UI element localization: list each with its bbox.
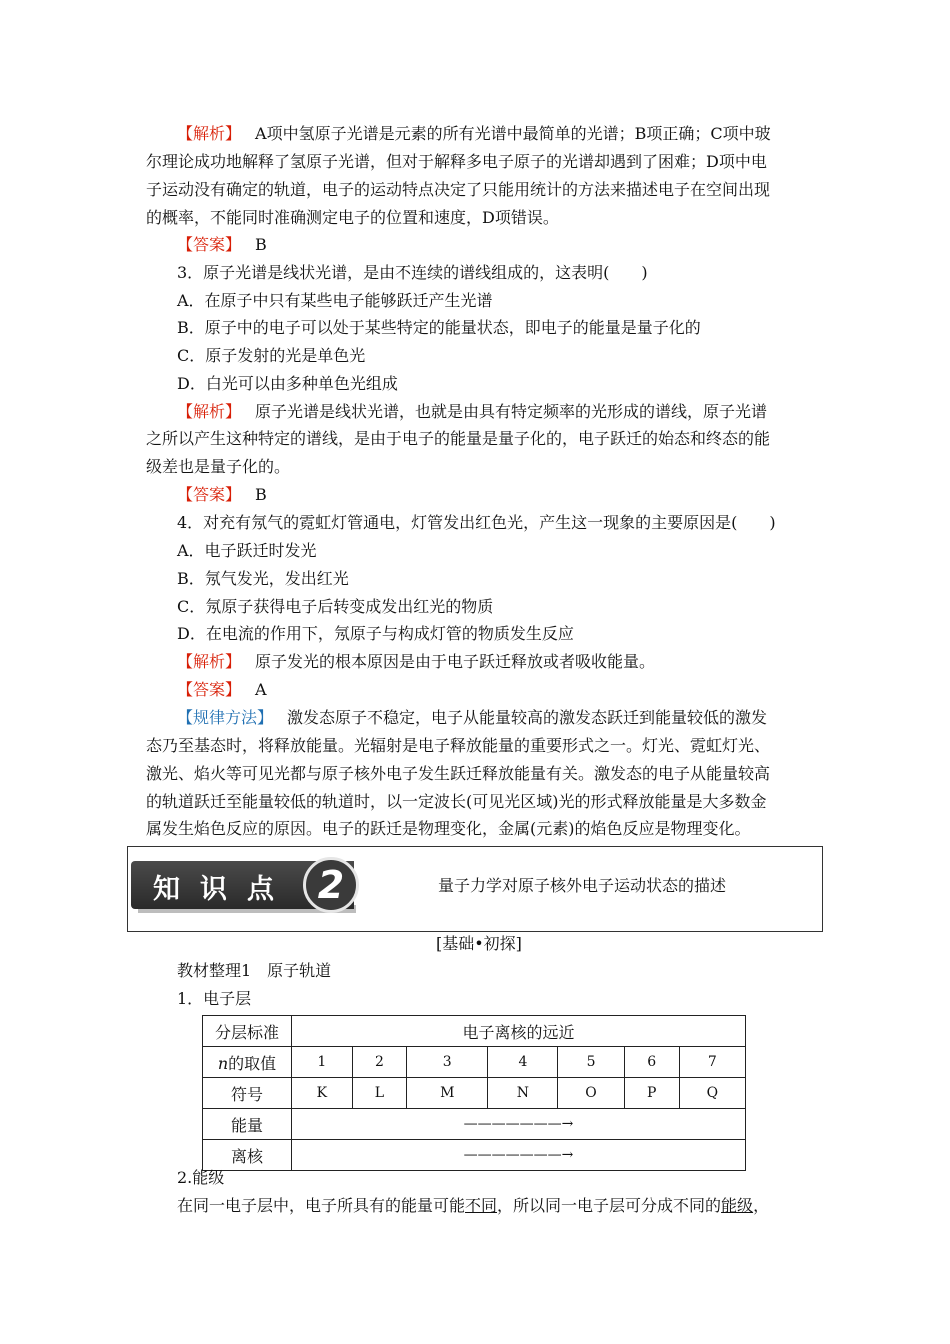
badge-number-icon: 2 <box>303 857 359 913</box>
analysis-text: 原子光谱是线状光谱，也就是由具有特定频率的光形成的谱线，原子光谱 <box>255 402 768 421</box>
text-span: ，所以同一电子层可分成不同的 <box>497 1196 722 1215</box>
analysis-tag: 【解析】 <box>177 402 242 421</box>
analysis-text: A项中氢原子光谱是元素的所有光谱中最简单的光谱；B项正确；C项中玻 <box>255 124 771 143</box>
method-line: 态乃至基态时，将释放能量。光辐射是电子释放能量的重要形式之一。灯光、霓虹灯光、 <box>146 736 771 755</box>
question-option: D．在电流的作用下，氖原子与构成灯管的物质发生反应 <box>177 624 574 643</box>
method-line: 激光、焰火等可见光都与原子核外电子发生跃迁释放能量有关。激发态的电子从能量较高 <box>146 764 771 783</box>
knowledge-point-title: 量子力学对原子核外电子运动状态的描述 <box>438 876 727 895</box>
analysis-tag: 【解析】 <box>177 124 242 143</box>
knowledge-point-box <box>127 846 823 932</box>
analysis-line <box>177 402 767 422</box>
question-option: C．原子发射的光是单色光 <box>177 346 366 365</box>
table-cell: M <box>407 1078 488 1109</box>
analysis-text: 原子发光的根本原因是由于电子跃迁释放或者吸收能量。 <box>255 652 656 671</box>
analysis-line <box>177 652 655 672</box>
table-cell: 2 <box>352 1047 406 1078</box>
table-cell: 4 <box>488 1047 558 1078</box>
table-row <box>203 1109 746 1140</box>
table-row <box>203 1078 746 1109</box>
answer-line <box>177 680 267 700</box>
table-cell: Q <box>679 1078 745 1109</box>
table-row <box>203 1016 746 1047</box>
analysis-line: 的概率，不能同时准确测定电子的位置和速度，D项错误。 <box>146 208 559 227</box>
table-row <box>203 1140 746 1171</box>
table-cell: 符号 <box>203 1078 292 1109</box>
table-cell: 电子离核的远近 <box>292 1016 746 1047</box>
table-cell: 5 <box>558 1047 624 1078</box>
analysis-tag: 【解析】 <box>177 652 242 671</box>
method-text: 激发态原子不稳定，电子从能量较高的激发态跃迁到能量较低的激发 <box>287 708 768 727</box>
analysis-line: 之所以产生这种特定的谱线，是由于电子的能量是量子化的，电子跃迁的始态和终态的能 <box>146 429 771 448</box>
table-cell: 分层标准 <box>203 1016 292 1047</box>
table-cell: 1 <box>292 1047 353 1078</box>
question-option: C．氖原子获得电子后转变成发出红光的物质 <box>177 597 494 616</box>
table-cell: 7 <box>679 1047 745 1078</box>
item-title: 2.能级 <box>177 1168 225 1187</box>
method-tag: 【规律方法】 <box>177 708 274 727</box>
section-label: [基础•初探] <box>436 934 522 953</box>
italic-n: n <box>217 1053 229 1073</box>
answer-tag: 【答案】 <box>177 485 242 504</box>
question-option: B．氖气发光，发出红光 <box>177 569 349 588</box>
method-line: 属发生焰色反应的原因。电子的跃迁是物理变化，金属(元素)的焰色反应是物理变化。 <box>146 819 751 838</box>
table-cell: O <box>558 1078 624 1109</box>
badge-text: 知识点 <box>153 874 294 905</box>
method-line <box>177 708 767 728</box>
question-option: A．电子跃迁时发光 <box>177 541 317 560</box>
table-cell: P <box>624 1078 679 1109</box>
question-option: B．原子中的电子可以处于某些特定的能量状态，即电子的能量是量子化的 <box>177 318 701 337</box>
answer-line <box>177 485 267 505</box>
table-cell: L <box>352 1078 406 1109</box>
n-label: 的取值 <box>228 1053 277 1073</box>
analysis-line: 级差也是量子化的。 <box>146 457 291 476</box>
analysis-line <box>177 124 771 144</box>
question-stem: 3．原子光谱是线状光谱，是由不连续的谱线组成的，这表明( ) <box>177 263 648 282</box>
table-row <box>203 1047 746 1078</box>
material-title: 教材整理1 原子轨道 <box>177 961 332 980</box>
table-cell: N <box>488 1078 558 1109</box>
answer-value: B <box>255 485 267 504</box>
analysis-line: 尔理论成功地解释了氢原子光谱，但对于解释多电子原子的光谱却遇到了困难；D项中电 <box>146 152 767 171</box>
analysis-line: 子运动没有确定的轨道，电子的运动特点决定了只能用统计的方法来描述电子在空间出现 <box>146 180 771 199</box>
method-line: 的轨道跃迁至能量较低的轨道时，以一定波长(可见光区域)光的形式释放能量是大多数金 <box>146 792 767 811</box>
text-span: ， <box>753 1196 770 1215</box>
item2-paragraph <box>177 1196 769 1216</box>
table-cell: K <box>292 1078 353 1109</box>
answer-tag: 【答案】 <box>177 680 242 699</box>
underlined-term: 不同 <box>465 1196 498 1215</box>
table-cell <box>203 1047 292 1078</box>
question-stem: 4．对充有氖气的霓虹灯管通电，灯管发出红色光，产生这一现象的主要原因是( ) <box>177 513 776 532</box>
underlined-term: 能级 <box>721 1196 754 1215</box>
knowledge-point-badge <box>131 861 354 909</box>
electron-shell-table <box>202 1015 746 1171</box>
question-option: A．在原子中只有某些电子能够跃迁产生光谱 <box>177 291 493 310</box>
energy-arrow: ———————→ <box>292 1109 746 1140</box>
answer-value: B <box>255 235 267 254</box>
table-cell: 6 <box>624 1047 679 1078</box>
table-cell: 3 <box>407 1047 488 1078</box>
answer-tag: 【答案】 <box>177 235 242 254</box>
table-cell: 能量 <box>203 1109 292 1140</box>
text-span: 在同一电子层中，电子所具有的能量可能 <box>177 1196 466 1215</box>
item-title: 1．电子层 <box>177 989 252 1008</box>
distance-arrow: ———————→ <box>292 1140 746 1171</box>
answer-line <box>177 235 267 255</box>
question-option: D．白光可以由多种单色光组成 <box>177 374 398 393</box>
answer-value: A <box>255 680 267 699</box>
table-cell: 离核 <box>203 1140 292 1171</box>
